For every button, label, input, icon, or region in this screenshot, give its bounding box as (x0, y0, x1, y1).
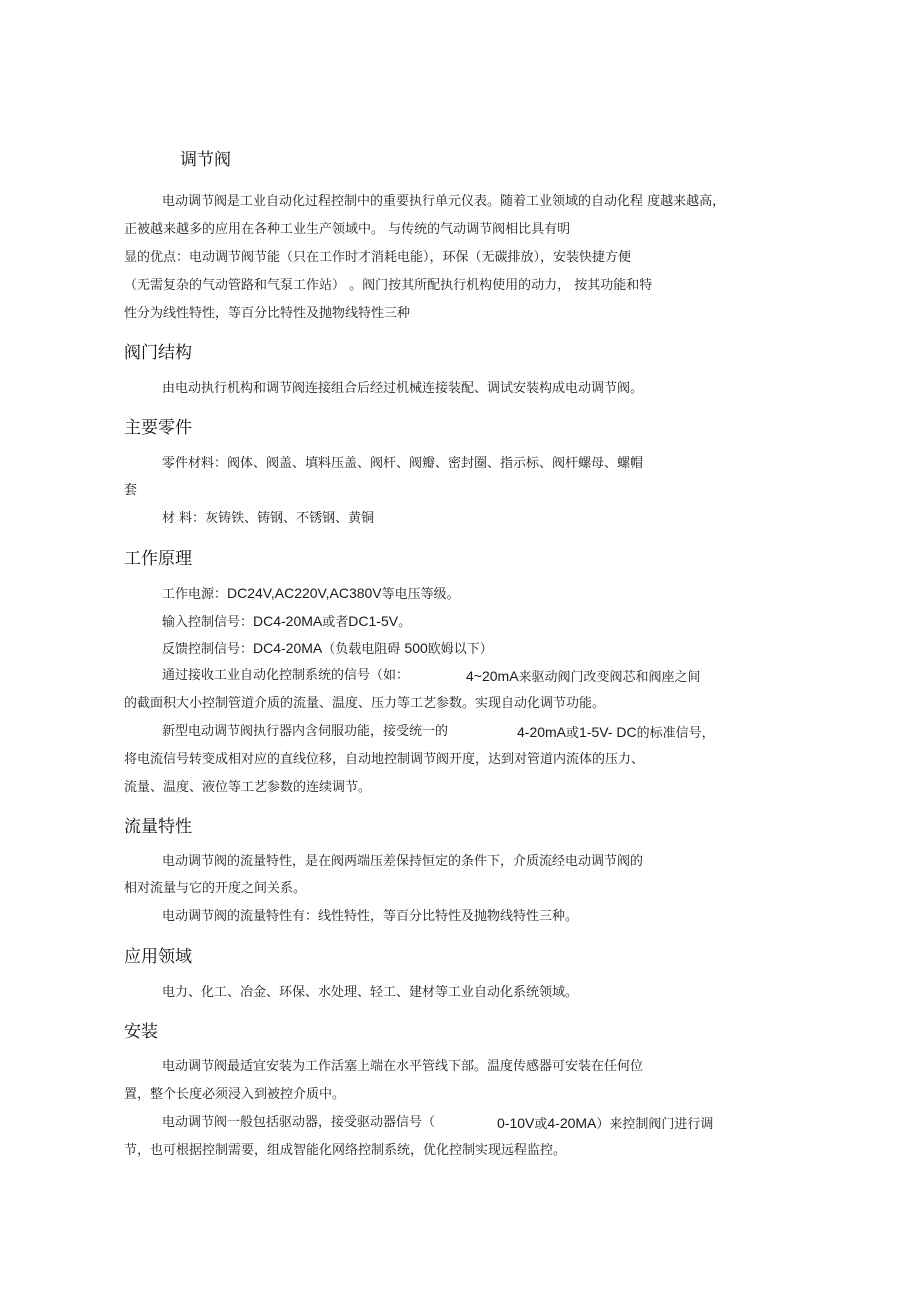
install-rest: ）来控制阀门进行调 (596, 1117, 714, 1132)
principle-p2-line-2: 将电流信号转变成相对应的直线位移，自动地控制调节阀开度，达到对管道内流体的压力、 (124, 752, 645, 767)
install-value-1: 0-10V (497, 1115, 535, 1131)
p1-rest: 来驱动阀门改变阀芯和阀座之间 (518, 670, 701, 685)
power-label: 工作电源： (162, 587, 228, 602)
p2-or: 或 (566, 726, 580, 741)
section-heading-structure: 阀门结构 (124, 343, 192, 363)
principle-p2-line-3: 流量、温度、液位等工艺参数的连续调节。 (124, 780, 372, 795)
p2-value-1: 4-20mA (517, 724, 567, 740)
power-suffix: 等电压等级。 (381, 587, 460, 602)
install-value-2: 4-20MA (547, 1115, 597, 1131)
install-line-3a: 电动调节阀一般包括驱动器，接受驱动器信号（ (162, 1115, 436, 1130)
principle-p1-line-2: 的截面积大小控制管道介质的流量、温度、压力等工艺参数。实现自动化调节功能。 (124, 696, 606, 711)
section-heading-parts: 主要零件 (124, 418, 192, 438)
feedback-value: DC4-20MA (253, 640, 323, 656)
principle-p2-a: 新型电动调节阀执行器内含伺服功能，接受统一的 (162, 724, 449, 739)
flow-line-1: 电动调节阀的流量特性，是在阀两端压差保持恒定的条件下，介质流经电动调节阀的 (162, 854, 644, 869)
input-or: 或者 (322, 615, 349, 630)
feedback-mid: （负载电阻碍 (322, 642, 405, 657)
principle-power (162, 584, 460, 604)
intro-line-2: 正被越来越多的应用在各种工业生产领域中。 与传统的气动调节阀相比具有明 (124, 222, 571, 237)
install-line-3b (497, 1114, 713, 1134)
install-line-1: 电动调节阀最适宜安装为工作活塞上端在水平管线下部。温度传感器可安装在任何位 (162, 1059, 644, 1074)
input-end: 。 (398, 615, 412, 630)
application-line-1: 电力、化工、冶金、环保、水处理、轻工、建材等工业自动化系统领域。 (162, 985, 579, 1000)
feedback-label: 反馈控制信号： (162, 642, 254, 657)
section-heading-principle: 工作原理 (124, 549, 192, 569)
intro-line-1: 电动调节阀是工业自动化过程控制中的重要执行单元仪表。随着工业领域的自动化程 度越来越高， (162, 194, 726, 209)
principle-p1-a: 通过接收工业自动化控制系统的信号（如： (162, 668, 410, 683)
intro-line-3: 显的优点：电动调节阀节能（只在工作时才消耗电能），环保（无碳排放），安装快捷方便 (124, 250, 632, 265)
section-heading-flow: 流量特性 (124, 817, 192, 837)
intro-line-5: 性分为线性特性，等百分比特性及抛物线特性三种 (124, 306, 411, 321)
intro-line-4: （无需复杂的气动管路和气泵工作站） 。阀门按其所配执行机构使用的动力， 按其功能和特 (124, 278, 653, 293)
principle-input (162, 612, 411, 632)
principle-p2-b (517, 723, 715, 743)
section-heading-application: 应用领域 (124, 947, 192, 967)
input-value-1: DC4-20MA (253, 613, 323, 629)
parts-line-1: 零件材料：阀体、阀盖、填料压盖、阀杆、阀瓣、密封圈、指示标、阀杆螺母、螺帽 (162, 456, 644, 471)
feedback-end: 欧姆以下） (427, 642, 493, 657)
install-line-4: 节，也可根据控制需要，组成智能化网络控制系统，优化控制实现远程监控。 (124, 1143, 567, 1158)
p2-value-2: 1-5V- DC (579, 724, 637, 740)
section-heading-install: 安装 (124, 1022, 158, 1042)
parts-line-2: 套 (124, 483, 138, 498)
principle-feedback (162, 639, 493, 659)
input-label: 输入控制信号： (162, 615, 254, 630)
install-line-2: 置，整个长度必须浸入到被控介质中。 (124, 1087, 346, 1102)
structure-line-1: 由电动执行机构和调节阀连接组合后经过机械连接装配、调试安装构成电动调节阀。 (162, 381, 644, 396)
p1-signal-value: 4~20mA (466, 668, 519, 684)
principle-p1-b (466, 667, 701, 687)
input-value-2: DC1-5V (348, 613, 399, 629)
feedback-num: 500 (404, 640, 428, 656)
page-title: 调节阀 (180, 150, 231, 170)
install-or: 或 (534, 1117, 548, 1132)
flow-line-2: 相对流量与它的开度之间关系。 (124, 881, 307, 896)
flow-line-3: 电动调节阀的流量特性有：线性特性，等百分比特性及抛物线特性三种。 (162, 909, 579, 924)
power-value: DC24V,AC220V,AC380V (227, 585, 382, 601)
parts-line-3: 材 料：灰铸铁、铸钢、不锈钢、黄铜 (162, 511, 375, 526)
p2-rest: 的标准信号， (636, 726, 715, 741)
